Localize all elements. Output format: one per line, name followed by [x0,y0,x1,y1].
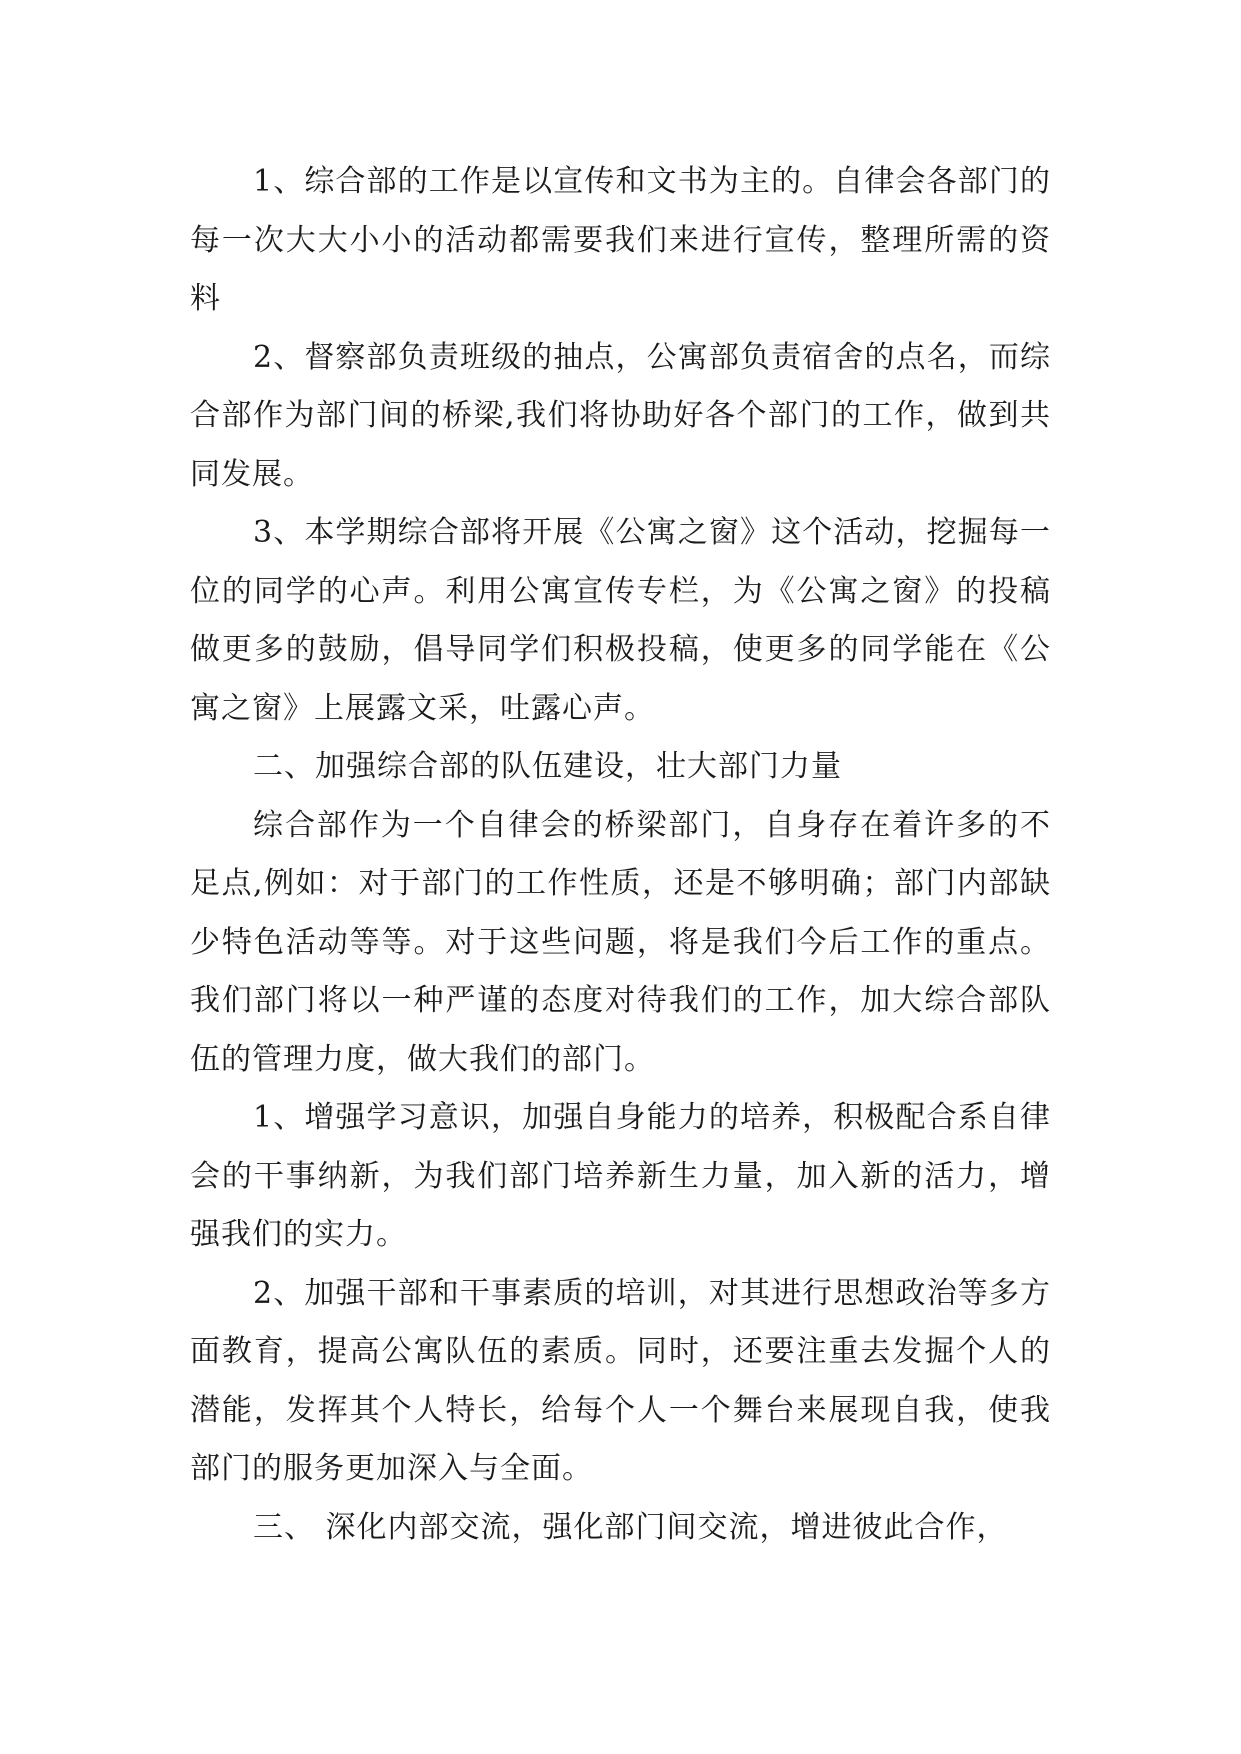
paragraph-6: 1、增强学习意识，加强自身能力的培养，积极配合系自律会的干事纳新，为我们部门培养新生力量，加入新的活力，增强我们的实力。 [190,1100,1051,1252]
paragraph-3: 3、本学期综合部将开展《公寓之窗》这个活动，挖掘每一位的同学的心声。利用公寓宣传专栏，为《公寓之窗》的投稿做更多的鼓励，倡导同学们积极投稿，使更多的同学能在《公寓之窗》上展露文采，吐露心声。 [190,515,1051,726]
paragraph-1: 1、综合部的工作是以宣传和文书为主的。自律会各部门的每一次大大小小的活动都需要我们来进行宣传，整理所需的资料 [190,164,1051,316]
paragraph-7: 2、加强干部和干事素质的培训，对其进行思想政治等多方面教育，提高公寓队伍的素质。同时，还要注重去发掘个人的潜能，发挥其个人特长，给每个人一个舞台来展现自我，使我部门的服务更加深入与全面。 [190,1275,1051,1486]
section-heading-3: 三、 深化内部交流，强化部门间交流，增进彼此合作， [253,1509,1008,1545]
paragraph-2: 2、督察部负责班级的抽点，公寓部负责宿舍的点名，而综合部作为部门间的桥梁,我们将协助好各个部门的工作，做到共同发展。 [190,339,1051,492]
section-heading-2: 二、加强综合部的队伍建设，壮大部门力量 [253,749,842,784]
paragraph-5: 综合部作为一个自律会的桥梁部门，自身存在着许多的不足点,例如：对于部门的工作性质，还是不够明确；部门内部缺少特色活动等等。对于这些问题，将是我们今后工作的重点。我们部门将以一种严谨的态度对待我们的工作，加大综合部队伍的管理力度，做大我们的部门。 [190,807,1051,1077]
document-body [190,153,1051,1557]
